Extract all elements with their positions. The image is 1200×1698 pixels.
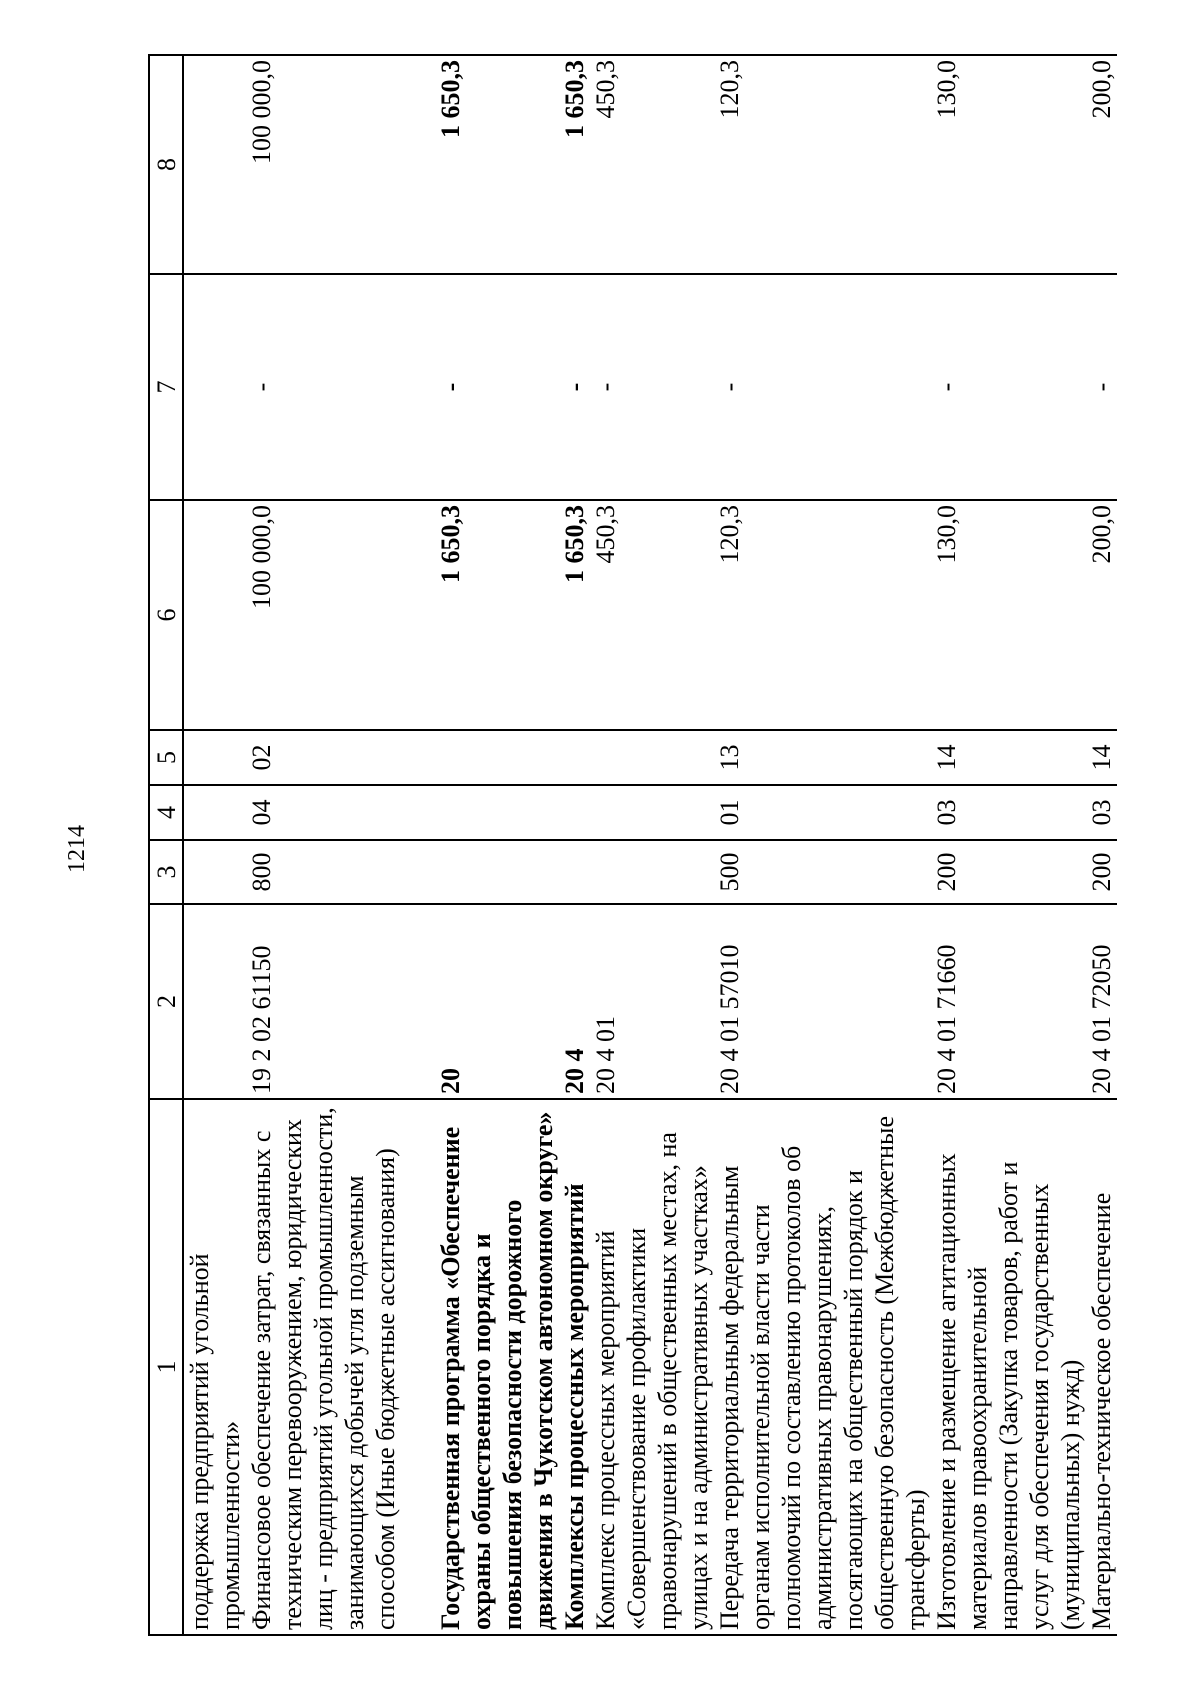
spacer-cell	[401, 785, 435, 840]
row-amount-federal: -	[559, 274, 590, 500]
row-pr: 13	[714, 730, 931, 785]
row-amount-federal: -	[246, 274, 401, 500]
row-rz	[590, 785, 714, 840]
spacer-row	[401, 55, 435, 1635]
header-col-5: 5	[149, 730, 183, 785]
row-pr	[559, 730, 590, 785]
spacer-cell	[401, 500, 435, 730]
row-vr: 200	[931, 840, 1086, 904]
row-name: Изготовление и размещение агитационных материалов правоохранительной направленности (Закупка товаров, работ и услуг для обеспечения государственных (муниципальных) нужд)	[931, 1099, 1086, 1635]
row-code: 20 4 01 57010	[714, 904, 931, 1099]
row-vr: 500	[714, 840, 931, 904]
row-rz: 03	[1086, 785, 1117, 840]
row-name: Материально-техническое обеспечение	[1086, 1099, 1117, 1635]
table-row	[559, 55, 590, 1635]
table-row	[1086, 55, 1117, 1635]
page-number: 1214	[64, 825, 90, 873]
row-code: 20	[435, 904, 559, 1099]
table-row	[246, 55, 401, 1635]
row-name: Финансовое обеспечение затрат, связанных с техническим перевооружением, юридических лиц - предприятий угольной промышленности, занимающихся добычей угля подземным способом (Иные бюджетные ассигнования)	[246, 1099, 401, 1635]
table-body	[183, 55, 1117, 1635]
header-col-2: 2	[149, 904, 183, 1099]
row-pr: 14	[1086, 730, 1117, 785]
row-pr	[183, 730, 246, 785]
row-name: поддержка предприятий угольной промышленности»	[183, 1099, 246, 1635]
spacer-cell	[401, 1099, 435, 1635]
row-vr	[183, 840, 246, 904]
row-pr: 14	[931, 730, 1086, 785]
row-amount-total: 120,3	[714, 500, 931, 730]
row-rz: 01	[714, 785, 931, 840]
row-amount-regional: 450,3	[590, 55, 714, 274]
row-name: Государственная программа «Обеспечение охраны общественного порядка и повышения безопасности дорожного движения в Чукотском автономном округе»	[435, 1099, 559, 1635]
row-rz	[559, 785, 590, 840]
header-col-3: 3	[149, 840, 183, 904]
row-vr	[590, 840, 714, 904]
row-vr: 800	[246, 840, 401, 904]
row-amount-federal: -	[714, 274, 931, 500]
row-amount-regional: 1 650,3	[559, 55, 590, 274]
header-row	[149, 55, 183, 1635]
row-amount-total: 200,0	[1086, 500, 1117, 730]
row-amount-total: 450,3	[590, 500, 714, 730]
table-row	[590, 55, 714, 1635]
row-rz: 04	[246, 785, 401, 840]
budget-table	[148, 54, 1117, 1636]
row-amount-federal	[183, 274, 246, 500]
spacer-cell	[401, 840, 435, 904]
header-col-6: 6	[149, 500, 183, 730]
header-col-1: 1	[149, 1099, 183, 1635]
row-amount-total	[183, 500, 246, 730]
spacer-cell	[401, 55, 435, 274]
row-amount-regional: 100 000,0	[246, 55, 401, 274]
row-rz	[183, 785, 246, 840]
header-col-4: 4	[149, 785, 183, 840]
row-amount-federal: -	[435, 274, 559, 500]
row-code: 20 4 01 71660	[931, 904, 1086, 1099]
row-amount-total: 1 650,3	[559, 500, 590, 730]
row-amount-total: 130,0	[931, 500, 1086, 730]
row-code: 20 4 01	[590, 904, 714, 1099]
row-vr: 200	[1086, 840, 1117, 904]
row-amount-federal: -	[1086, 274, 1117, 500]
row-vr	[559, 840, 590, 904]
header-col-7: 7	[149, 274, 183, 500]
row-pr: 02	[246, 730, 401, 785]
row-code: 20 4	[559, 904, 590, 1099]
row-amount-federal: -	[931, 274, 1086, 500]
table-row	[931, 55, 1086, 1635]
row-amount-regional	[183, 55, 246, 274]
row-amount-total: 100 000,0	[246, 500, 401, 730]
row-amount-total: 1 650,3	[435, 500, 559, 730]
row-amount-regional: 130,0	[931, 55, 1086, 274]
row-code: 19 2 02 61150	[246, 904, 401, 1099]
row-amount-regional: 1 650,3	[435, 55, 559, 274]
spacer-cell	[401, 730, 435, 785]
row-pr	[435, 730, 559, 785]
row-amount-regional: 200,0	[1086, 55, 1117, 274]
spacer-cell	[401, 274, 435, 500]
row-vr	[435, 840, 559, 904]
row-code	[183, 904, 246, 1099]
row-code: 20 4 01 72050	[1086, 904, 1117, 1099]
table-row	[714, 55, 931, 1635]
row-name: Комплекс процессных мероприятий «Совершенствование профилактики правонарушений в общественных местах, на улицах и на административных участках»	[590, 1099, 714, 1635]
row-rz: 03	[931, 785, 1086, 840]
row-amount-regional: 120,3	[714, 55, 931, 274]
row-name: Комплексы процессных мероприятий	[559, 1099, 590, 1635]
row-rz	[435, 785, 559, 840]
row-pr	[590, 730, 714, 785]
row-name: Передача территориальным федеральным органам исполнительной власти части полномочий по составлению протоколов об административных правонарушениях, посягающих на общественный порядок и общественную безопасность (Межбюджетные трансферты)	[714, 1099, 931, 1635]
table-row	[435, 55, 559, 1635]
header-col-8: 8	[149, 55, 183, 274]
table-row	[183, 55, 246, 1635]
row-amount-federal: -	[590, 274, 714, 500]
spacer-cell	[401, 904, 435, 1099]
